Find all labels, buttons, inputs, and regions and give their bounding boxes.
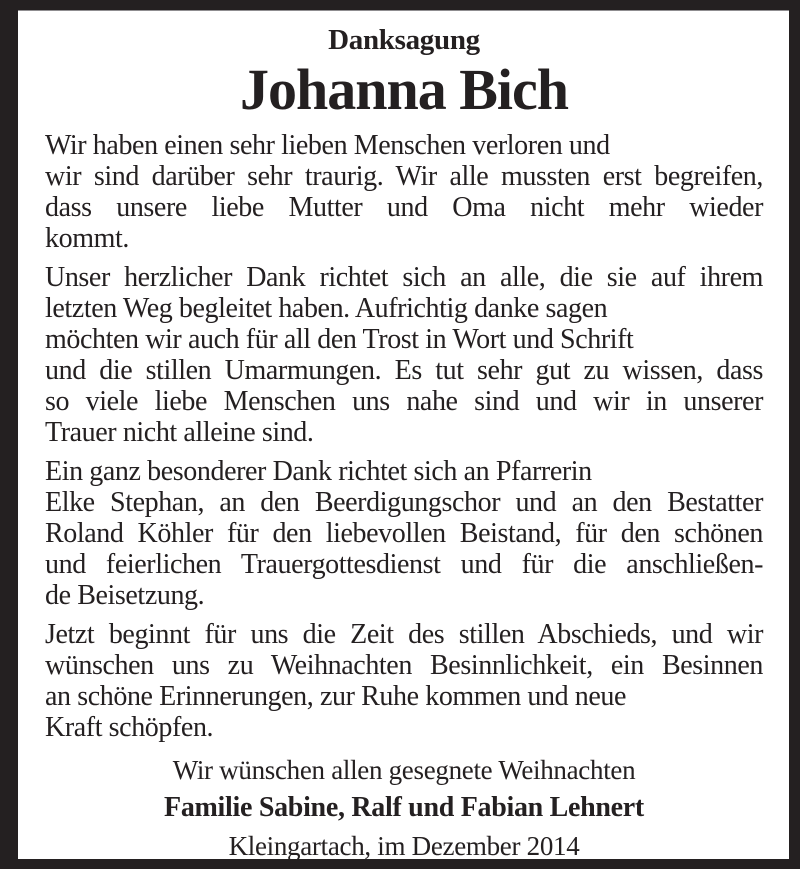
family-signature: Familie Sabine, Ralf und Fabian Lehnert <box>164 792 644 823</box>
body-paragraph <box>45 619 763 743</box>
body-line: und feierlichen Trauergottesdienst und für die anschließen- <box>45 549 763 580</box>
body-line: möchten wir auch für all den Trost in Wort und Schrift <box>45 324 634 355</box>
notice-kicker: Danksagung <box>328 24 480 56</box>
body-paragraph <box>45 130 763 254</box>
body-line: so viele liebe Menschen uns nahe sind und wir in unserer <box>45 386 763 417</box>
body-line: Ein ganz besonderer Dank richtet sich an Pfarrerin <box>45 456 592 487</box>
notice-body <box>45 130 763 743</box>
body-line: letzten Weg begleitet haben. Aufrichtig danke sagen <box>45 293 608 324</box>
body-line: de Beisetzung. <box>45 580 205 611</box>
body-line: Trauer nicht alleine sind. <box>45 417 314 448</box>
body-line: Elke Stephan, an den Beerdigungschor und an den Bestatter <box>45 487 763 518</box>
closing-greeting: Wir wünschen allen gesegnete Weihnachten <box>172 755 636 785</box>
body-line: Wir haben einen sehr lieben Menschen verloren und <box>45 130 610 161</box>
place-date: Kleingartach, im Dezember 2014 <box>228 831 580 861</box>
body-paragraph <box>45 456 763 611</box>
body-line: und die stillen Umarmungen. Es tut sehr gut zu wissen, dass <box>45 355 763 386</box>
body-line: an schöne Erinnerungen, zur Ruhe kommen und neue <box>45 681 627 712</box>
body-line: dass unsere liebe Mutter und Oma nicht mehr wieder <box>45 192 763 223</box>
deceased-name: Johanna Bich <box>239 57 569 122</box>
notice-paper <box>18 10 789 859</box>
body-line: Jetzt beginnt für uns die Zeit des stillen Abschieds, und wir <box>45 619 763 650</box>
body-line: wünschen uns zu Weihnachten Besinnlichkeit, ein Besinnen <box>45 650 763 681</box>
body-line: Kraft schöpfen. <box>45 712 214 743</box>
body-line: Unser herzlicher Dank richtet sich an alle, die sie auf ihrem <box>45 262 763 293</box>
notice-closing <box>45 751 763 865</box>
body-line: Roland Köhler für den liebevollen Beistand, für den schönen <box>45 518 763 549</box>
body-line: kommt. <box>45 223 129 254</box>
body-line: wir sind darüber sehr traurig. Wir alle mussten erst begreifen, <box>45 161 763 192</box>
body-paragraph <box>45 262 763 448</box>
